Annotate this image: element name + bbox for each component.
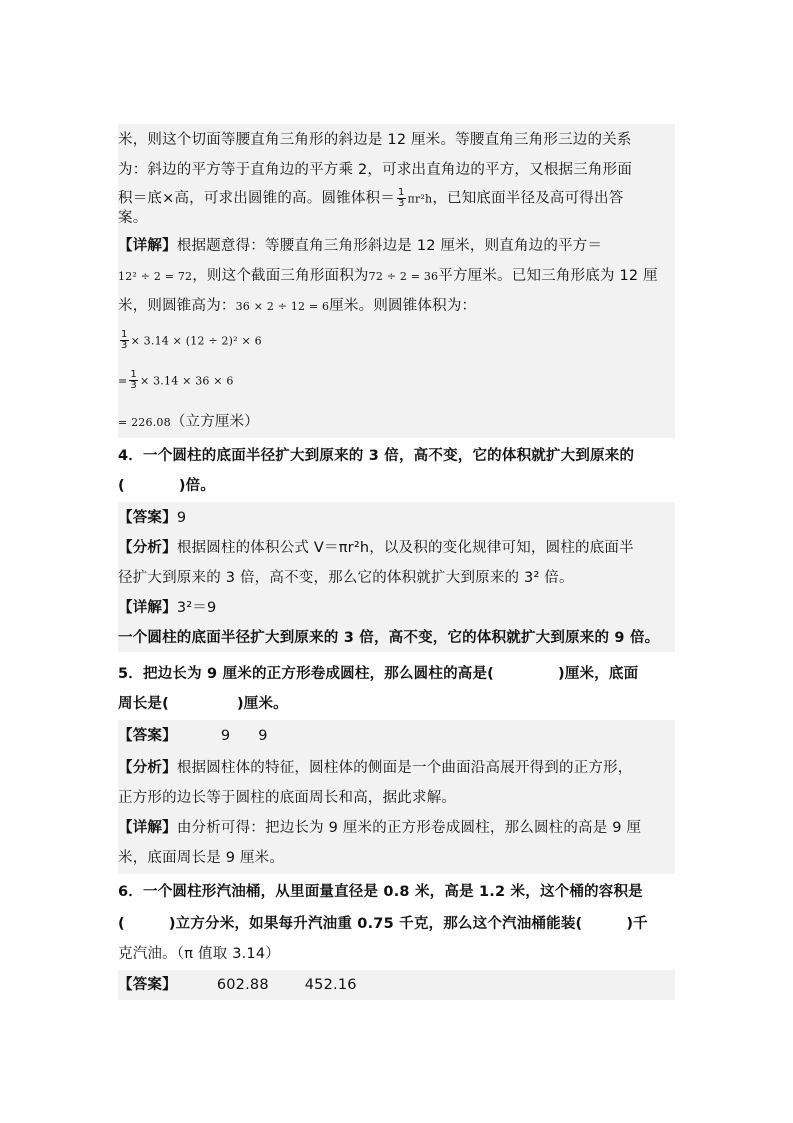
q3-analysis-line-3: 积＝底×高，可求出圆锥的高。圆锥体积＝ $\frac{1}{3}$ πr²h，已知底面半径及高可得出答 — [118, 187, 624, 209]
answer-tag: 【答案】 — [118, 977, 177, 993]
q6-line-3: 克汽油。（π 值取 3.14） — [118, 946, 280, 962]
detail-tag: 【详解】 — [118, 600, 177, 616]
q5-solution-block — [118, 720, 675, 874]
q4-analysis-line-1: 【分析】根据圆柱的体积公式 V＝πr²h，以及积的变化规律可知，圆柱的底面半 — [118, 540, 634, 556]
q6-question — [118, 876, 675, 968]
answer-tag: 【答案】 — [118, 728, 177, 744]
q6-line-2: ( )立方分米，如果每升汽油重 0.75 千克，那么这个汽油桶能装( )千 — [118, 916, 648, 932]
q3-calc-line-1: $\frac{1}{3}$ × 3.14 × (12 ÷ 2)² × 6 — [121, 329, 262, 351]
q3-detail-line-2: 12² ÷ 2 = 72，则这个截面三角形面积为72 ÷ 2 = 36平方厘米。已知三角形底为 12 厘 — [118, 268, 658, 284]
analysis-tag: 【分析】 — [118, 540, 177, 556]
q3-detail-line-1: 【详解】根据题意得：等腰直角三角形斜边是 12 厘米，则直角边的平方＝ — [118, 238, 603, 254]
q5-detail-line-2: 米，底面周长是 9 厘米。 — [118, 850, 285, 866]
q5-analysis-line-1: 【分析】根据圆柱体的特征，圆柱体的侧面是一个曲面沿高展开得到的正方形， — [118, 760, 633, 776]
q5-detail-line-1: 【详解】由分析可得：把边长为 9 厘米的正方形卷成圆柱，那么圆柱的高是 9 厘 — [118, 820, 642, 836]
q4-question — [118, 440, 675, 500]
detail-tag: 【详解】 — [118, 820, 177, 836]
q3-analysis-line-1: 米，则这个切面等腰直角三角形的斜边是 12 厘米。等腰直角三角形三边的关系 — [118, 132, 632, 148]
q6-solution-block — [118, 970, 675, 1000]
answer-tag: 【答案】 — [118, 510, 177, 526]
detail-tag: 【详解】 — [118, 238, 177, 254]
q4-answer: 【答案】9 — [118, 510, 187, 526]
q3-analysis-line-4: 案。 — [118, 210, 148, 226]
q3-solution-block — [118, 124, 675, 438]
q3-calc-line-2: = $\frac{1}{3}$ × 3.14 × 36 × 6 — [118, 369, 234, 391]
q4-detail-line-2: 一个圆柱的底面半径扩大到原来的 3 倍，高不变，它的体积就扩大到原来的 9 倍。 — [118, 630, 660, 646]
q3-calc-line-3: = 226.08（立方厘米） — [118, 414, 260, 430]
q4-detail-line-1: 【详解】3²＝9 — [118, 600, 217, 616]
q5-answer: 【答案】 9 9 — [118, 728, 268, 744]
fraction-one-third: $\frac{1}{3}$ — [397, 187, 405, 209]
q3-analysis-line-2: 为：斜边的平方等于直角边的平方乘 2，可求出直角边的平方，又根据三角形面 — [118, 162, 633, 178]
q5-line-1: 5．把边长为 9 厘米的正方形卷成圆柱，那么圆柱的高是( )厘米，底面 — [118, 666, 639, 682]
q6-answer: 【答案】 602.88 452.16 — [118, 977, 357, 993]
fraction-one-third: $\frac{1}{3}$ — [130, 369, 137, 391]
q4-line-1: 4．一个圆柱的底面半径扩大到原来的 3 倍，高不变，它的体积就扩大到原来的 — [118, 448, 635, 464]
q3-detail-line-3: 米，则圆锥高为：36 × 2 ÷ 12 = 6厘米。则圆锥体积为： — [118, 298, 477, 314]
q4-line-2: ( )倍。 — [118, 478, 216, 494]
q5-question — [118, 658, 675, 718]
q4-analysis-line-2: 径扩大到原来的 3 倍，高不变，那么它的体积就扩大到原来的 3² 倍。 — [118, 570, 574, 586]
q5-analysis-line-2: 正方形的边长等于圆柱的底面周长和高，据此求解。 — [118, 790, 457, 806]
q6-line-1: 6．一个圆柱形汽油桶，从里面量直径是 0.8 米，高是 1.2 米，这个桶的容积是 — [118, 884, 643, 900]
q4-solution-block — [118, 502, 675, 652]
analysis-tag: 【分析】 — [118, 760, 177, 776]
fraction-one-third: $\frac{1}{3}$ — [121, 329, 128, 351]
q5-line-2: 周长是( )厘米。 — [118, 696, 288, 712]
